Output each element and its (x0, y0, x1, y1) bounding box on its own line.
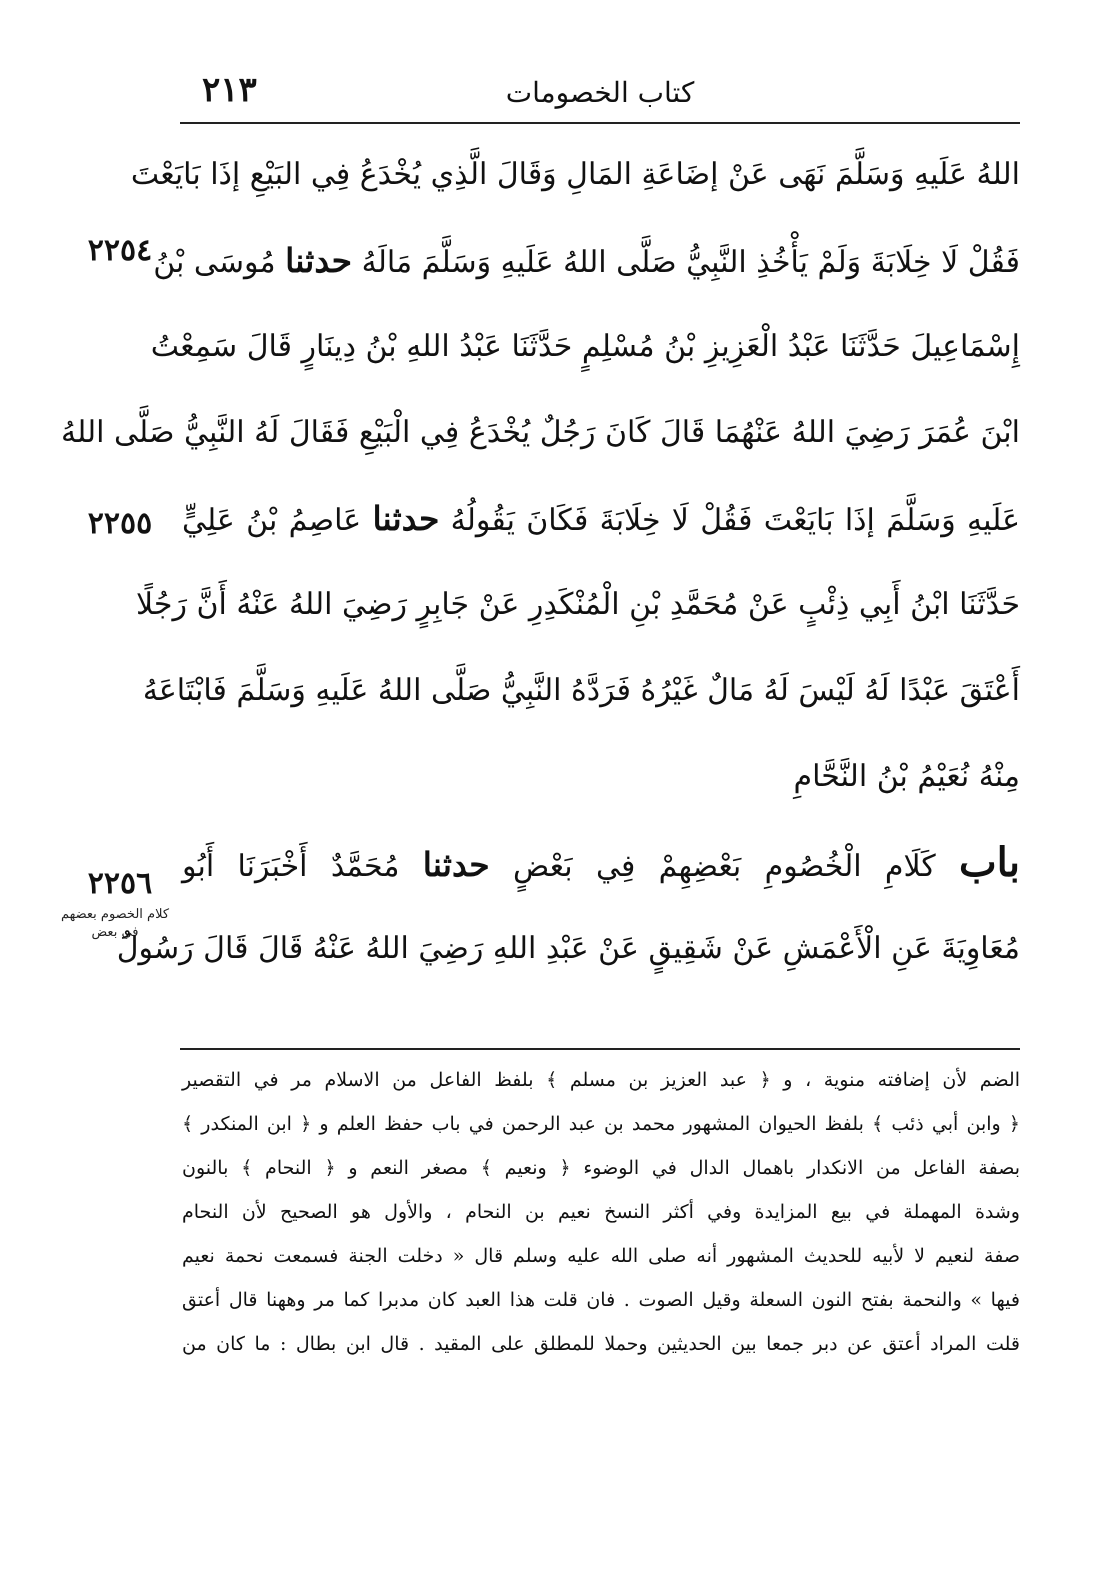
haddathana-keyword: حدثنا (422, 845, 490, 884)
text-line (61, 390, 1020, 476)
text-line (130, 132, 1020, 218)
text-line (136, 562, 1020, 648)
hadith-number-2256: ٢٢٥٦ (87, 866, 153, 901)
text-segment: مُحَمَّدٌ أَخْبَرَنَا أَبُو (182, 849, 423, 884)
footnote-divider (180, 1048, 1020, 1050)
page-number: ٢١٣ (202, 70, 257, 110)
footnote-line: قلت المراد أعتق عن دبر جمعا بين الحديثين وحملا للمطلق على المقيد . قال ابن بطال : ما كان من (182, 1333, 1020, 1355)
page-header (180, 68, 1020, 120)
text-segment: اللهُ عَلَيهِ وَسَلَّمَ نَهَى عَنْ إضَاعَةِ المَالِ وَقَالَ الَّذِي يُخْدَعُ فِي البَيْعِ إذَا بَايَعْتَ (130, 157, 1020, 192)
footnote-line: صفة لنعيم لا لأبيه للحديث المشهور أنه صلى الله عليه وسلم قال « دخلت الجنة فسمعت نحمة نعيم (182, 1245, 1020, 1267)
chapter-margin-note: كلام الخصوم بعضهم في بعض (60, 907, 170, 940)
hadith-number-2255: ٢٢٥٥ (87, 506, 153, 541)
text-segment: عَلَيهِ وَسَلَّمَ إذَا بَايَعْتَ فَقُلْ لَا خِلَابَةَ فَكَانَ يَقُولُهُ (439, 503, 1020, 538)
text-segment: إِسْمَاعِيلَ حَدَّثَنَا عَبْدُ الْعَزِيزِ بْنُ مُسْلِمٍ حَدَّثَنَا عَبْدُ اللهِ بْنُ دِينَارٍ قَالَ سَمِعْتُ (150, 329, 1020, 364)
footnote-line: ﴿ وابن أبي ذئب ﴾ بلفظ الحيوان المشهور محمد بن عبد الرحمن في باب حفظ العلم و ﴿ ابن المنكدر ﴾ (182, 1113, 1020, 1135)
haddathana-keyword: حدثنا (372, 499, 440, 538)
text-line (150, 304, 1020, 390)
text-segment: مِنْهُ نُعَيْمُ بْنُ النَّحَّامِ (793, 759, 1020, 794)
text-line (142, 648, 1020, 734)
text-segment: عَاصِمُ بْنُ عَلِيٍّ (182, 503, 373, 538)
footnote-line: وشدة المهملة في بيع المزايدة وفي أكثر النسخ نعيم بن النحام ، والأول هو الصحيح لأن النحام (182, 1201, 1020, 1223)
text-line (153, 218, 1020, 304)
text-line (182, 476, 1020, 562)
text-segment: فَقُلْ لَا خِلَابَةَ وَلَمْ يَأْخُذِ النَّبِيُّ صَلَّى اللهُ عَلَيهِ وَسَلَّمَ مَالَهُ (352, 245, 1020, 280)
haddathana-keyword: حدثنا (285, 241, 353, 280)
text-segment: أَعْتَقَ عَبْدًا لَهُ لَيْسَ لَهُ مَالٌ غَيْرُهُ فَرَدَّهُ النَّبِيُّ صَلَّى اللهُ عَلَيهِ وَسَلَّمَ فَابْتَاعَهُ (142, 673, 1020, 708)
header-divider (180, 122, 1020, 124)
chapter-heading-bab: باب (959, 839, 1020, 886)
footnote-line: بصفة الفاعل من الانكدار باهمال الدال في الوضوء ﴿ ونعيم ﴾ مصغر النعم و ﴿ النحام ﴾ بالنون (182, 1157, 1020, 1179)
book-title: كتاب الخصومات (505, 76, 695, 109)
text-line (182, 820, 1020, 906)
text-line (116, 906, 1020, 992)
text-segment: ابْنَ عُمَرَ رَضِيَ اللهُ عَنْهُمَا قَالَ كَانَ رَجُلٌ يُخْدَعُ فِي الْبَيْعِ فَقَالَ لَهُ النَّبِيُّ صَلَّى اللهُ (61, 415, 1020, 450)
footnotes (182, 1058, 1020, 1366)
text-line (182, 734, 1020, 820)
text-segment: مُعَاوِيَةَ عَنِ الْأَعْمَشِ عَنْ شَقِيقٍ عَنْ عَبْدِ اللهِ رَضِيَ اللهُ عَنْهُ قَالَ قَالَ رَسُولُ (116, 931, 1020, 966)
text-segment: حَدَّثَنَا ابْنُ أَبِي ذِئْبٍ عَنْ مُحَمَّدِ بْنِ الْمُنْكَدِرِ عَنْ جَابِرٍ رَضِيَ اللهُ عَنْهُ أَنَّ رَجُلًا (136, 587, 1020, 622)
hadith-number-2254: ٢٢٥٤ (87, 233, 153, 268)
footnote-line: الضم لأن إضافته منوية ، و ﴿ عبد العزيز بن مسلم ﴾ بلفظ الفاعل من الاسلام مر في التقصير (182, 1069, 1020, 1091)
footnote-line: فيها » والنحمة بفتح النون السعلة وقيل الصوت . فان قلت هذا العبد كان مدبرا كما مر وههنا قال أعتق (182, 1289, 1020, 1311)
text-segment: مُوسَى بْنُ (153, 245, 286, 280)
text-segment: كَلَامِ الْخُصُومِ بَعْضِهِمْ فِي بَعْضٍ (489, 849, 960, 884)
